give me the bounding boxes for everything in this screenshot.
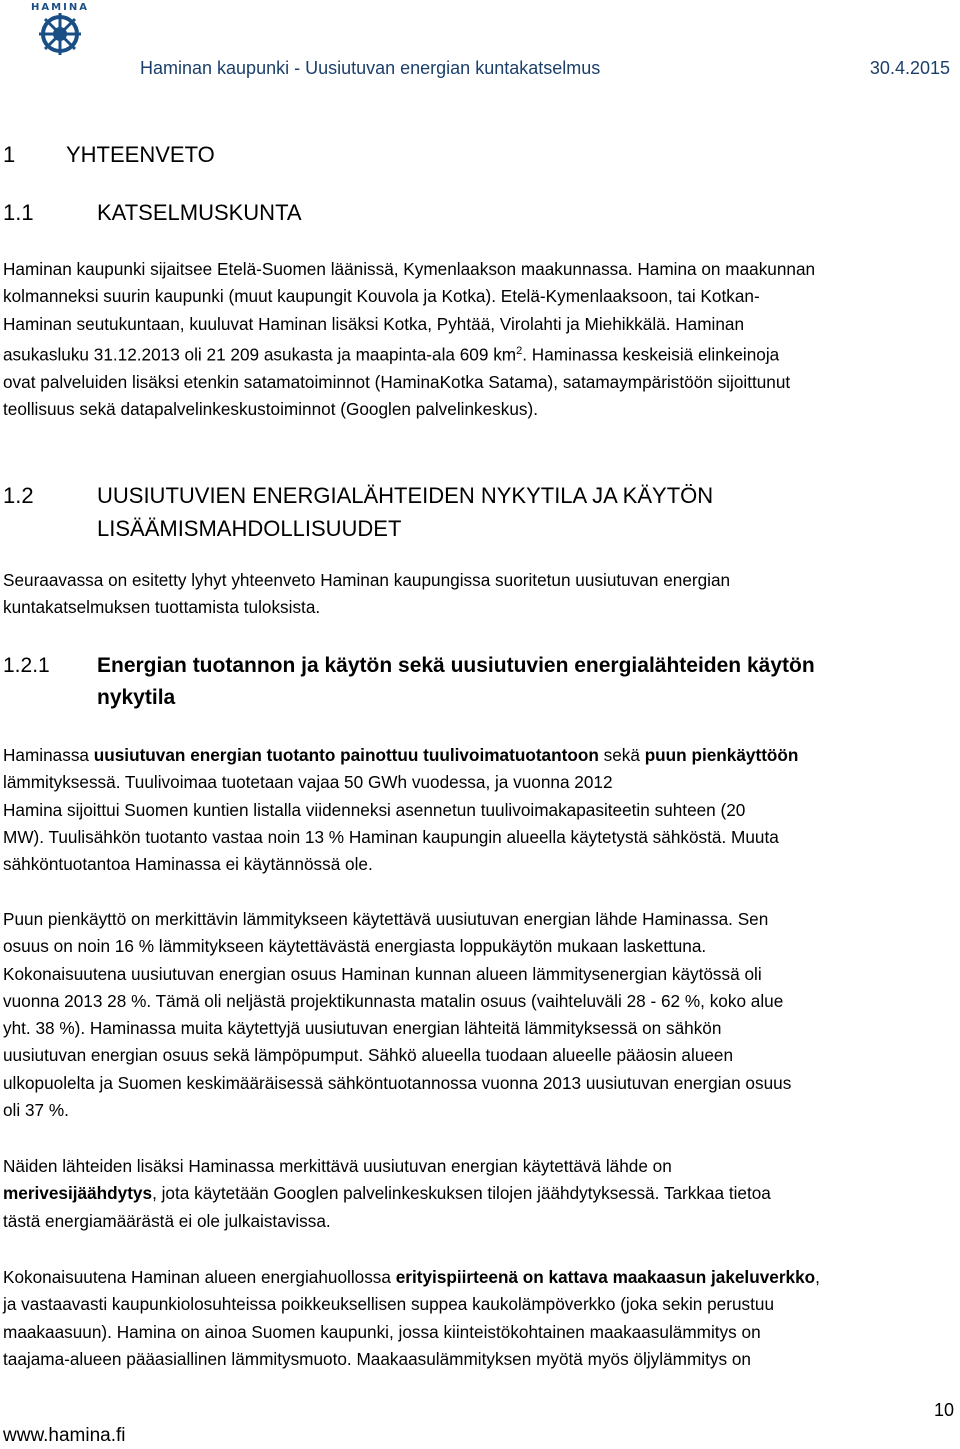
paragraph-energiahuolto bbox=[3, 1264, 958, 1373]
text-line: ovat palveluiden lisäksi etenkin satamatoiminnot (HaminaKotka Satama), satamaympäristöön sijoittunut bbox=[3, 371, 791, 392]
text-line: Puun pienkäyttö on merkittävin lämmitykseen käytettävä uusiutuvan energian lähde Haminassa. Sen bbox=[3, 909, 769, 929]
text-line: Kokonaisuutena uusiutuvan energian osuus Haminan kunnan alueen lämmitysenergian käytössä oli bbox=[3, 963, 762, 984]
text-span: , jota käytetään Googlen palvelinkeskuksen tilojen jäähdytyksessä. Tarkkaa tietoa bbox=[152, 1183, 771, 1204]
paragraph-merivesijaahdytys bbox=[3, 1153, 958, 1235]
text-line bbox=[3, 1264, 958, 1291]
page-number: 10 bbox=[933, 1400, 954, 1420]
text-line: maakaasuun). Hamina on ainoa Suomen kaupunki, jossa kiinteistökohtainen maakaasulämmitys on bbox=[3, 1321, 761, 1342]
text-line: teollisuus sekä datapalvelinkeskustoiminnot (Googlen palvelinkeskus). bbox=[3, 399, 539, 420]
text-line bbox=[3, 742, 958, 769]
text-line: Hamina sijoittui Suomen kuntien listalla viidenneksi asennetun tuulivoimakapasiteetin suhteen (20 bbox=[3, 799, 746, 820]
text-line: sähköntuotantoa Haminassa ei käytännössä ole. bbox=[3, 854, 373, 875]
header-title: Haminan kaupunki - Uusiutuvan energian kuntakatselmus bbox=[140, 58, 601, 78]
heading-title-line: Energian tuotannon ja käytön sekä uusiutuvien energialähteiden käytön bbox=[97, 654, 815, 677]
text-line: taajama-alueen pääasiallinen lämmitysmuoto. Maakaasulämmityksen myötä myös öljylämmitys on bbox=[3, 1348, 751, 1369]
text-line: vuonna 2013 28 %. Tämä oli neljästä projektikunnasta matalin osuus (vaihteluväli 28 - 62 %, koko alue bbox=[3, 990, 784, 1011]
text-line: Näiden lähteiden lisäksi Haminassa merkittävä uusiutuvan energian käytettävä lähde on bbox=[3, 1156, 672, 1176]
text-line: uusiutuvan energian osuus sekä lämpöpumput. Sähkö alueella tuodaan alueelle pääosin alueen bbox=[3, 1045, 734, 1066]
heading-number: 1.2 bbox=[3, 483, 34, 508]
text-line: Seuraavassa on esitetty lyhyt yhteenveto Haminan kaupungissa suoritetun uusiutuvan energian bbox=[3, 570, 731, 590]
text-span: . Haminassa keskeisiä elinkeinoja bbox=[522, 344, 780, 365]
heading-1-2 bbox=[3, 479, 714, 541]
logo-wordmark: HAMINA bbox=[31, 2, 89, 13]
heading-1 bbox=[3, 142, 215, 168]
heading-1-2-1 bbox=[3, 650, 815, 709]
paragraph-katselmuskunta bbox=[3, 256, 958, 424]
heading-title-line: LISÄÄMISMAHDOLLISUUDET bbox=[97, 516, 402, 541]
heading-number: 1 bbox=[3, 142, 16, 167]
anchor-wheel-emblem-icon bbox=[31, 13, 89, 55]
text-line: ulkopuolelta ja Suomen keskimääräisessä sähköntuotannossa vuonna 2013 uusiutuvan energian osuus bbox=[3, 1072, 792, 1093]
text-line: lämmityksessä. Tuulivoimaa tuotetaan vajaa 50 GWh vuodessa, ja vuonna 2012 bbox=[3, 772, 613, 793]
paragraph-intro bbox=[3, 567, 958, 622]
text-line: kolmanneksi suurin kaupunki (muut kaupungit Kouvola ja Kotka). Etelä-Kymenlaaksoon, tai Kotkan- bbox=[3, 286, 760, 307]
text-span: Kokonaisuutena Haminan alueen energiahuollossa bbox=[3, 1267, 396, 1287]
paragraph-puun-pienkaytto bbox=[3, 906, 958, 1124]
heading-number: 1.1 bbox=[3, 200, 34, 225]
bold-span: puun pienkäyttöön bbox=[644, 745, 799, 765]
text-line: yht. 38 %). Haminassa muita käytettyjä uusiutuvan energian lähteitä lämmityksessä on sähkön bbox=[3, 1018, 722, 1039]
text-span: sekä bbox=[598, 745, 645, 765]
heading-title: YHTEENVETO bbox=[66, 142, 215, 167]
text-line: ja vastaavasti kaupunkiolosuhteissa poikkeuksellisen suppea kaukolämpöverkko (joka sekin perustuu bbox=[3, 1294, 775, 1315]
text-span: Haminassa bbox=[3, 745, 94, 765]
header-date: 30.4.2015 bbox=[869, 58, 950, 78]
footer-url-link[interactable]: www.hamina.fi bbox=[3, 1425, 126, 1446]
bold-span: merivesijäähdytys bbox=[3, 1183, 153, 1204]
text-line: osuus on noin 16 % lämmitykseen käytettävästä energiasta loppukäytön mukaan laskettuna. bbox=[3, 936, 707, 957]
text-line bbox=[3, 338, 958, 369]
heading-1-1 bbox=[3, 200, 302, 226]
text-line: Haminan kaupunki sijaitsee Etelä-Suomen läänissä, Kymenlaakson maakunnassa. Hamina on maakunnan bbox=[3, 259, 816, 279]
text-span: , bbox=[815, 1267, 820, 1287]
text-line: tästä energiamäärästä ei ole julkaistavissa. bbox=[3, 1210, 331, 1231]
heading-title-line: nykytila bbox=[97, 686, 176, 709]
paragraph-tuotanto bbox=[3, 742, 958, 878]
heading-title-line: UUSIUTUVIEN ENERGIALÄHTEIDEN NYKYTILA JA KÄYTÖN bbox=[97, 483, 714, 508]
text-line: Haminan seutukuntaan, kuuluvat Haminan lisäksi Kotka, Pyhtää, Virolahti ja Miehikkälä. Haminan bbox=[3, 313, 745, 334]
text-line: oli 37 %. bbox=[3, 1100, 69, 1121]
text-line bbox=[3, 1180, 958, 1207]
text-span: asukasluku 31.12.2013 oli 21 209 asukasta ja maapinta-ala 609 km bbox=[3, 344, 517, 365]
text-line: kuntakatselmuksen tuottamista tuloksista. bbox=[3, 597, 321, 618]
heading-title: KATSELMUSKUNTA bbox=[97, 200, 302, 225]
text-line: MW). Tuulisähkön tuotanto vastaa noin 13 % Haminan kaupungin alueella käytetystä sähköstä. Muuta bbox=[3, 826, 779, 847]
heading-number: 1.2.1 bbox=[3, 654, 50, 677]
superscript: 2 bbox=[516, 344, 523, 357]
hamina-logo bbox=[31, 2, 89, 60]
bold-span: uusiutuvan energian tuotanto painottuu tuulivoimatuotantoon bbox=[93, 745, 599, 765]
bold-span: erityispiirteenä on kattava maakaasun jakeluverkko bbox=[395, 1267, 816, 1287]
